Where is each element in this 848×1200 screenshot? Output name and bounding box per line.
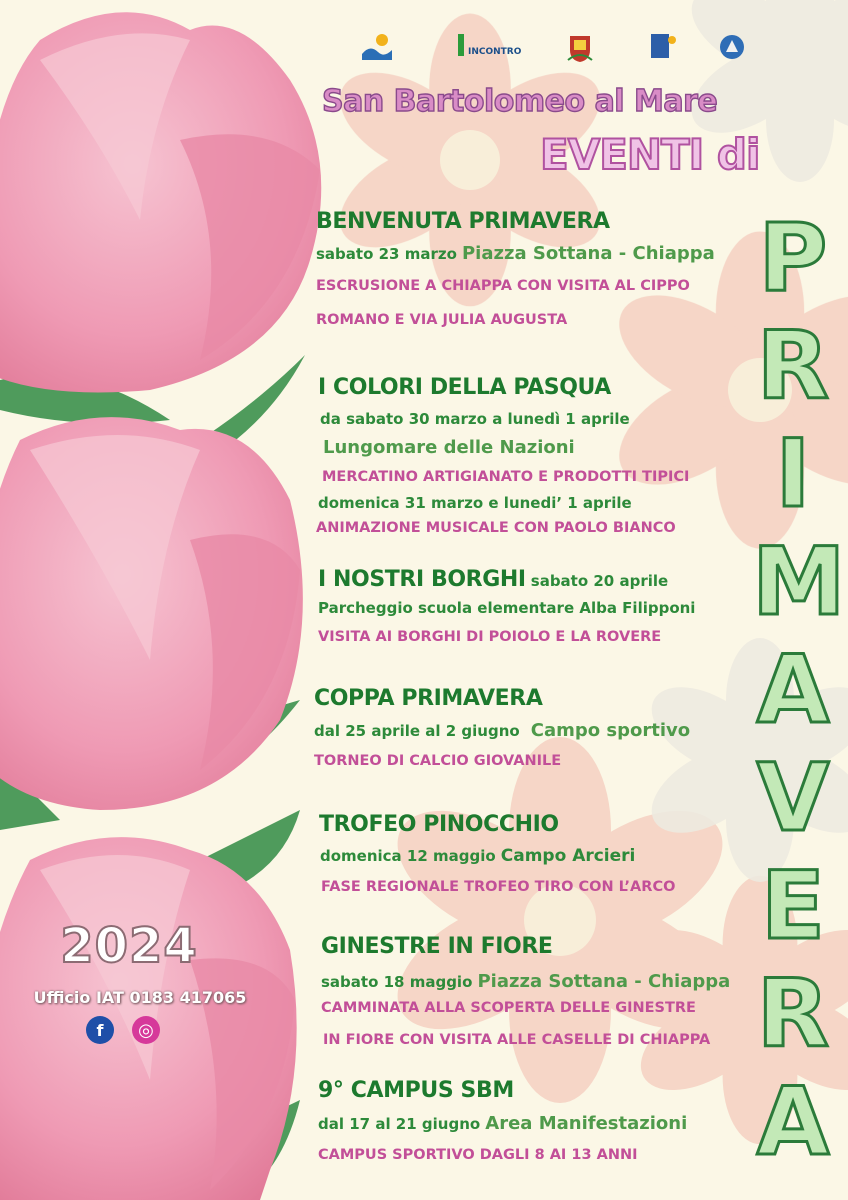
event-description: MERCATINO ARTIGIANATO E PRODOTTI TIPICI xyxy=(322,469,690,485)
tulip-middle xyxy=(0,417,303,810)
event-date: sabato 18 maggio xyxy=(321,973,473,991)
event-description: ROMANO E VIA JULIA AUGUSTA xyxy=(316,312,568,328)
event-date: dal 25 aprile al 2 giugno xyxy=(314,722,520,740)
logo-caption: INCONTRO xyxy=(468,47,522,57)
round-badge-logo xyxy=(715,30,749,64)
partner-logos xyxy=(355,30,755,70)
event-description: FASE REGIONALE TROFEO TIRO CON L’ARCO xyxy=(321,879,676,895)
event-date-place xyxy=(320,846,635,866)
event-title: BENVENUTA PRIMAVERA xyxy=(316,209,610,234)
event-title: I NOSTRI BORGHI xyxy=(318,567,526,592)
event-place: Lungomare delle Nazioni xyxy=(323,437,575,458)
event-place: Campo sportivo xyxy=(530,720,691,741)
event-date: domenica 12 maggio xyxy=(320,847,496,865)
event-title: TROFEO PINOCCHIO xyxy=(319,812,559,837)
event-date-place xyxy=(321,971,730,992)
event-description: VISITA AI BORGHI DI POIOLO E LA ROVERE xyxy=(318,629,662,645)
event-title-row xyxy=(318,567,668,592)
vertical-letter: R xyxy=(756,312,830,421)
event-description: TORNEO DI CALCIO GIOVANILE xyxy=(314,753,562,769)
event-description: CAMMINATA ALLA SCOPERTA DELLE GINESTRE xyxy=(321,1000,696,1016)
san-bartolomeo-logo xyxy=(360,30,394,64)
event-description: CAMPUS SPORTIVO DAGLI 8 AI 13 ANNI xyxy=(318,1147,638,1163)
town-name: San Bartolomeo al Mare xyxy=(322,84,718,119)
event-place: Parcheggio scuola elementare Alba Filipponi xyxy=(318,599,696,617)
facebook-icon[interactable]: f xyxy=(86,1016,114,1044)
event-description: ANIMAZIONE MUSICALE CON PAOLO BIANCO xyxy=(316,520,676,536)
vertical-letter: M xyxy=(752,528,846,637)
tulip-top xyxy=(0,12,321,392)
regional-logo xyxy=(645,30,679,64)
event-place: Campo Arcieri xyxy=(500,846,636,866)
event-date-place xyxy=(316,243,715,264)
vertical-letter: R xyxy=(756,960,830,1069)
primavera-vertical-word xyxy=(752,204,846,1177)
event-title: I COLORI DELLA PASQUA xyxy=(318,375,611,400)
event-date: sabato 20 aprile xyxy=(530,572,669,590)
event-date-place xyxy=(314,720,690,741)
event-date: domenica 31 marzo e lunedi’ 1 aprile xyxy=(318,494,632,512)
year-label: 2024 xyxy=(60,918,198,974)
event-date: da sabato 30 marzo a lunedì 1 aprile xyxy=(320,410,630,428)
event-description: ESCRUSIONE A CHIAPPA CON VISITA AL CIPPO xyxy=(316,278,690,294)
vertical-letter: E xyxy=(760,852,826,961)
event-place: Piazza Sottana - Chiappa xyxy=(461,243,715,264)
instagram-icon[interactable]: ◎ xyxy=(132,1016,160,1044)
event-date-place xyxy=(318,1113,687,1134)
vertical-letter: P xyxy=(758,204,828,313)
vertical-letter: V xyxy=(756,744,830,853)
iat-office-phone: Ufficio IAT 0183 417065 xyxy=(33,988,247,1007)
vertical-letter: A xyxy=(756,1068,830,1177)
centro-sociale-incontro-logo xyxy=(463,30,522,64)
event-date: sabato 23 marzo xyxy=(316,245,457,263)
event-title: GINESTRE IN FIORE xyxy=(321,934,553,959)
event-title: 9° CAMPUS SBM xyxy=(318,1078,514,1103)
event-date: dal 17 al 21 giugno xyxy=(318,1115,481,1133)
event-place: Area Manifestazioni xyxy=(485,1113,688,1134)
event-title: COPPA PRIMAVERA xyxy=(314,686,543,711)
event-place: Piazza Sottana - Chiappa xyxy=(477,971,731,992)
eventi-di-heading: EVENTI di xyxy=(540,130,760,179)
vertical-letter: I xyxy=(775,420,811,529)
vertical-letter: A xyxy=(756,636,830,745)
event-description: IN FIORE CON VISITA ALLE CASELLE DI CHIAPPA xyxy=(323,1032,711,1048)
municipal-crest-logo xyxy=(563,30,597,64)
